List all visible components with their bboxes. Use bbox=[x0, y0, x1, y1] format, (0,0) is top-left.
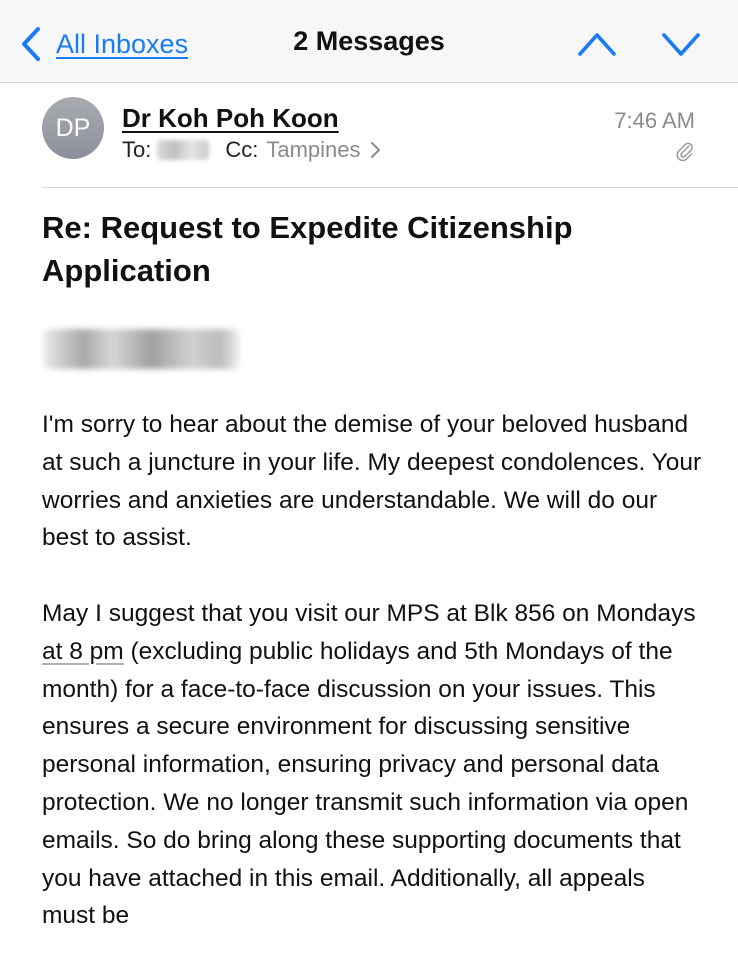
header-divider bbox=[42, 187, 738, 188]
message-subject: Re: Request to Expedite Citizenship Application bbox=[42, 210, 573, 288]
back-button-label[interactable]: All Inboxes bbox=[56, 28, 189, 59]
recipients-line[interactable] bbox=[122, 137, 381, 163]
paperclip-icon bbox=[674, 140, 694, 162]
chevron-up-icon bbox=[576, 28, 618, 60]
message-body bbox=[42, 406, 702, 973]
redacted-salutation bbox=[44, 329, 240, 369]
chevron-right-icon bbox=[369, 141, 381, 159]
cc-recipient: Tampines bbox=[266, 137, 361, 162]
body-paragraph-1: I'm sorry to hear about the demise of your beloved husband at such a juncture in your life. My deepest condolences. Your worries and anxieties are understandable. We will do our best to assist. bbox=[42, 411, 702, 552]
chevron-down-icon bbox=[660, 28, 702, 60]
message-time: 7:46 AM bbox=[614, 108, 695, 133]
sender-name[interactable]: Dr Koh Poh Koon bbox=[122, 103, 339, 133]
message-header bbox=[0, 83, 738, 187]
to-label: To: bbox=[122, 137, 152, 162]
next-message-button[interactable] bbox=[660, 28, 702, 60]
cc-label: Cc: bbox=[225, 137, 259, 162]
body-paragraph-2-start: May I suggest that you visit our MPS at Blk 856 on Mondays bbox=[42, 599, 696, 627]
navigation-bar bbox=[0, 0, 738, 83]
previous-message-button[interactable] bbox=[576, 28, 618, 60]
redacted-recipient bbox=[157, 140, 209, 160]
avatar-initials: DP bbox=[55, 113, 91, 142]
avatar[interactable] bbox=[42, 97, 104, 159]
detected-time-link[interactable]: at 8 pm bbox=[42, 637, 124, 665]
body-paragraph-2 bbox=[42, 595, 702, 935]
thread-count-title: 2 Messages bbox=[293, 26, 445, 56]
body-paragraph-2-end: (excluding public holidays and 5th Mondays of the month) for a face-to-face discussion on your issues. This ensures a secure environment for discussing sensitive personal information, ensuring privacy and personal data protection. We no longer transmit such information via open emails. So do bring along these supporting documents that you have attached in this email. Additionally, all appeals must be bbox=[42, 637, 689, 930]
